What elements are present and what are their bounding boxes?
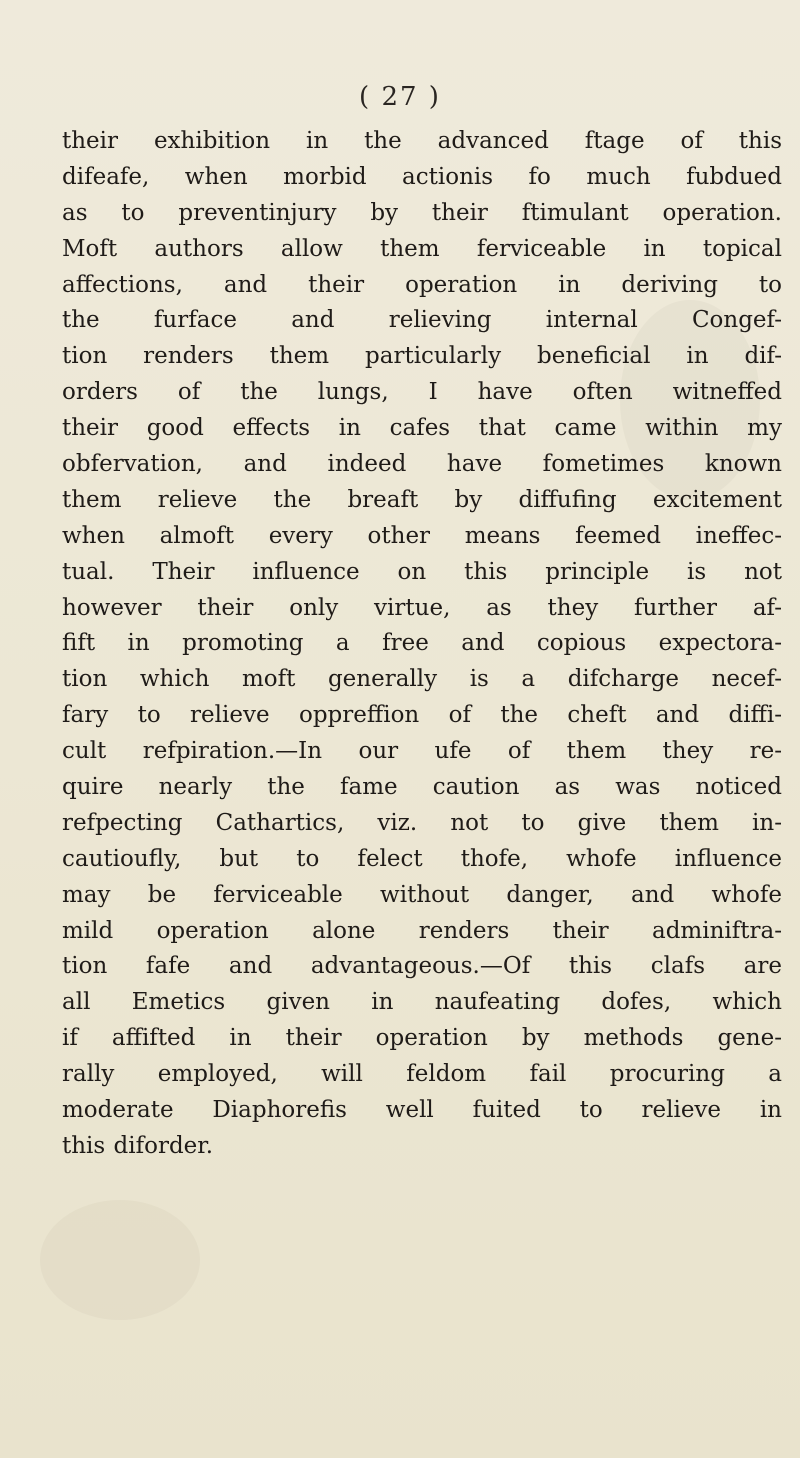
text-line: tion fafe and advantageous.—Of this clafs are — [62, 953, 782, 980]
text-line: tual. Their influence on this principle is not — [62, 558, 782, 585]
text-line: however their only virtue, as they further af- — [62, 594, 782, 621]
text-line: tion renders them particularly beneficial in dif- — [62, 343, 782, 370]
text-line: Moft authors allow them ferviceable in topical — [62, 235, 782, 262]
text-line: this diforder. — [62, 1132, 214, 1159]
text-line: tion which moft generally is a difcharge necef- — [62, 666, 782, 693]
text-line: difeafe, when morbid actionis fo much fubdued — [62, 163, 782, 190]
text-line: cautioufly, but to felect thofe, whofe influence — [62, 845, 782, 872]
text-line: obfervation, and indeed have fometimes known — [62, 451, 782, 478]
page-stain — [40, 1200, 200, 1320]
text-line: the furface and relieving internal Congef- — [62, 307, 782, 334]
text-line: orders of the lungs, I have often witneffed — [62, 379, 782, 406]
text-line: them relieve the breaft by diffufing excitement — [62, 486, 782, 513]
text-line: refpecting Cathartics, viz. not to give them in- — [62, 809, 782, 836]
page-number: ( 27 ) — [359, 82, 441, 112]
text-line: their good effects in cafes that came within my — [62, 415, 782, 442]
text-line: cult refpiration.—In our ufe of them they re- — [62, 738, 782, 765]
text-line: fift in promoting a free and copious expectora- — [62, 630, 782, 657]
body-text — [62, 124, 782, 1165]
text-line: moderate Diaphorefis well fuited to relieve in — [62, 1097, 782, 1124]
text-line: all Emetics given in naufeating dofes, which — [62, 989, 782, 1016]
text-line: may be ferviceable without danger, and whofe — [62, 881, 782, 908]
text-line: fary to relieve oppreffion of the cheft and diffi- — [62, 702, 782, 729]
text-line: their exhibition in the advanced ftage of this — [62, 128, 782, 154]
text-line: if affifted in their operation by methods gene- — [62, 1025, 782, 1052]
text-line: rally employed, will feldom fail procuring a — [62, 1061, 782, 1088]
text-line: mild operation alone renders their adminiftra- — [62, 917, 782, 944]
text-line: affections, and their operation in deriving to — [62, 271, 782, 298]
text-line: as to preventinjury by their ftimulant operation. — [62, 199, 782, 226]
text-line: quire nearly the fame caution as was noticed — [62, 774, 782, 801]
text-line: when almoft every other means feemed ineffec- — [62, 522, 782, 549]
